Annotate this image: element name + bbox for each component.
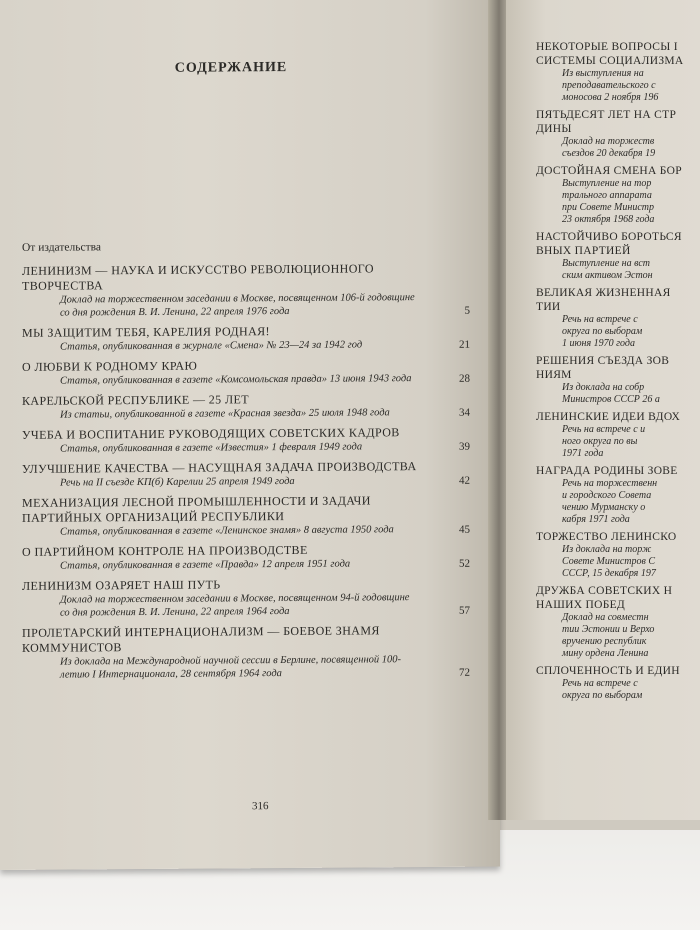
entry-note-line: 1 июня 1970 года [562, 338, 635, 349]
entry-title: ЛЕНИНИЗМ ОЗАРЯЕТ НАШ ПУТЬ [22, 577, 221, 593]
entry-note-line: 1971 года [562, 448, 604, 459]
contents-entry [536, 108, 700, 160]
page-title: СОДЕРЖАНИЕ [174, 59, 288, 76]
entry-title: КАРЕЛЬСКОЙ РЕСПУБЛИКЕ — 25 ЛЕТ [22, 392, 249, 408]
contents-entry [22, 261, 470, 320]
entry-title: СПЛОЧЕННОСТЬ И ЕДИН [536, 665, 680, 677]
entry-note-line: Речь на встрече с [562, 678, 638, 689]
entry-title: НАСТОЙЧИВО БОРОТЬСЯ [536, 231, 682, 243]
entry-title: ДРУЖБА СОВЕТСКИХ Н [536, 585, 673, 597]
entry-title-continued: СИСТЕМЫ СОЦИАЛИЗМА [536, 55, 684, 67]
entry-title-continued: ТИИ [536, 301, 561, 313]
entry-note-line: Из доклада на собр [562, 382, 645, 393]
entry-page-number: 72 [459, 666, 470, 679]
entry-title: МЕХАНИЗАЦИЯ ЛЕСНОЙ ПРОМЫШЛЕННОСТИ И ЗАДАЧИ ПАРТИЙНЫХ ОРГАНИЗАЦИЙ РЕСПУБЛИКИ [22, 493, 371, 525]
entry-note-line: кабря 1971 года [562, 514, 630, 525]
entry-note-line: и городского Совета [562, 490, 652, 501]
entry-note-line: округа по выборам [562, 326, 643, 337]
entry-page-number: 57 [459, 604, 470, 617]
entry-page-number: 42 [459, 474, 470, 487]
contents-entry [22, 323, 470, 354]
entry-title: ДОСТОЙНАЯ СМЕНА БОР [536, 165, 682, 177]
entry-page-number: 52 [459, 557, 470, 570]
entry-note-line: Выступление на тор [562, 178, 652, 189]
entry-note-line: округа по выборам [562, 690, 643, 701]
contents-entry [536, 584, 700, 660]
entry-note: Статья, опубликованная в газете «Правда» 12 апреля 1951 года [60, 558, 351, 572]
entry-note: Статья, опубликованная в журнале «Смена» № 23—24 за 1942 год [60, 339, 363, 353]
entry-note-line: съездов 20 декабря 19 [562, 148, 656, 159]
entry-title: УЛУЧШЕНИЕ КАЧЕСТВА — НАСУЩНАЯ ЗАДАЧА ПРОИЗВОДСТВА [22, 459, 417, 476]
contents-entry [536, 464, 700, 526]
entry-page-number: 21 [459, 338, 470, 351]
entry-note-line: Из доклада на торж [562, 544, 652, 555]
contents-entry [536, 164, 700, 226]
entry-note-line: трального аппарата [562, 190, 652, 201]
entry-note-line: Речь на встрече с и [562, 424, 646, 435]
contents-entry [22, 459, 470, 490]
entry-title: ЛЕНИНСКИЕ ИДЕИ ВДОХ [536, 411, 681, 423]
contents-entry [22, 425, 470, 456]
contents-entry [22, 576, 470, 620]
right-page [506, 0, 700, 820]
entry-note-line: Речь на встрече с [562, 314, 638, 325]
entry-page-number: 34 [459, 406, 470, 419]
entry-note-line: Выступление на вст [562, 258, 651, 269]
contents-entry [536, 286, 700, 350]
entry-title: МЫ ЗАЩИТИМ ТЕБЯ, КАРЕЛИЯ РОДНАЯ! [22, 324, 270, 340]
contents-entry [22, 493, 470, 539]
entry-title: НАГРАДА РОДИНЫ ЗОВЕ [536, 465, 678, 477]
contents-entry [536, 230, 700, 282]
contents-entry [22, 391, 470, 422]
entry-note-line: тии Эстонии и Верхо [562, 624, 655, 635]
entry-page-number: 39 [459, 440, 470, 453]
entry-note-line: преподавательского с [562, 80, 656, 91]
entry-note-line: Доклад на торжеств [562, 136, 655, 147]
entry-note-line: СССР, 15 декабря 197 [562, 568, 656, 579]
contents-list [22, 261, 470, 688]
entry-title: УЧЕБА И ВОСПИТАНИЕ РУКОВОДЯЩИХ СОВЕТСКИХ КАДРОВ [22, 425, 400, 442]
entry-note-line: Из выступления на [562, 68, 644, 79]
entry-note-line: чению Мурманску о [562, 502, 646, 513]
entry-note: Статья, опубликованная в газете «Ленинское знамя» 8 августа 1950 года [60, 524, 394, 538]
entry-title: ПРОЛЕТАРСКИЙ ИНТЕРНАЦИОНАЛИЗМ — БОЕВОЕ ЗНАМЯ КОММУНИСТОВ [22, 623, 380, 655]
entry-title-continued: НАШИХ ПОБЕД [536, 599, 626, 611]
entry-title-continued: ВНЫХ ПАРТИЕЙ [536, 245, 631, 257]
entry-note-line: Речь на торжественн [562, 478, 658, 489]
contents-list-continued [536, 40, 700, 706]
contents-entry [536, 530, 700, 580]
entry-title: НЕКОТОРЫЕ ВОПРОСЫ I [536, 41, 678, 53]
entry-page-number: 28 [459, 372, 470, 385]
entry-note-line: при Совете Министр [562, 202, 654, 213]
contents-entry [22, 623, 470, 682]
entry-note: Доклад на торжественном заседании в Москве, посвященном 106-й годовщине со дня рождения В. И. Ленина, 22 апреля 1976 года [60, 292, 415, 319]
contents-entry [536, 354, 700, 406]
contents-entry [536, 40, 700, 104]
entry-note-line: ским активом Эстон [562, 270, 653, 281]
entry-note-line: вручению республик [562, 636, 647, 647]
entry-note: Из доклада на Международной научной сессии в Берлине, посвященной 100-летию I Интернационала, 28 сентября 1964 года [60, 654, 402, 681]
entry-note: Речь на II съезде КП(б) Карелии 25 апреля 1949 года [60, 475, 295, 489]
entry-note-line: Министров СССР 26 а [562, 394, 660, 405]
entry-note: Статья, опубликованная в газете «Известия» 1 февраля 1949 года [60, 441, 363, 455]
contents-entry [22, 542, 470, 573]
entry-note: Из статьи, опубликованной в газете «Красная звезда» 25 июля 1948 года [60, 407, 390, 421]
entry-note: Статья, опубликованная в газете «Комсомольская правда» 13 июня 1943 года [60, 373, 412, 387]
entry-note-line: моносова 2 ноября 196 [562, 92, 659, 103]
page-number: 316 [252, 800, 269, 813]
entry-note-line: Совете Министров С [562, 556, 656, 567]
entry-note-line: Доклад на совместн [562, 612, 649, 623]
contents-entry [22, 357, 470, 388]
entry-title: ТОРЖЕСТВО ЛЕНИНСКО [536, 531, 677, 543]
contents-page [22, 37, 470, 813]
contents-entry [536, 410, 700, 460]
entry-page-number: 45 [459, 523, 470, 536]
entry-title: О ПАРТИЙНОМ КОНТРОЛЕ НА ПРОИЗВОДСТВЕ [22, 542, 308, 559]
entry-title: ЛЕНИНИЗМ — НАУКА И ИСКУССТВО РЕВОЛЮЦИОННОГО ТВОРЧЕСТВА [22, 261, 374, 293]
entry-title: РЕШЕНИЯ СЪЕЗДА ЗОВ [536, 355, 670, 367]
entry-title-continued: НИЯМ [536, 369, 572, 381]
entry-note-line: мину ордена Ленина [562, 648, 649, 659]
entry-title: О ЛЮБВИ К РОДНОМУ КРАЮ [22, 358, 198, 374]
entry-title-continued: ДИНЫ [536, 123, 572, 135]
entry-note: Доклад на торжественном заседании в Москве, посвященном 94-й годовщине со дня рождения В. И. Ленина, 22 апреля 1964 года [60, 592, 410, 619]
entry-title: ПЯТЬДЕСЯТ ЛЕТ НА СТР [536, 109, 677, 121]
entry-title: ВЕЛИКАЯ ЖИЗНЕННАЯ [536, 287, 671, 299]
contents-entry [536, 664, 700, 702]
entry-note-line: ного округа по вы [562, 436, 638, 447]
entry-note-line: 23 октября 1968 года [562, 214, 655, 225]
publisher-entry: От издательства [22, 241, 101, 254]
entry-page-number: 5 [464, 304, 470, 317]
